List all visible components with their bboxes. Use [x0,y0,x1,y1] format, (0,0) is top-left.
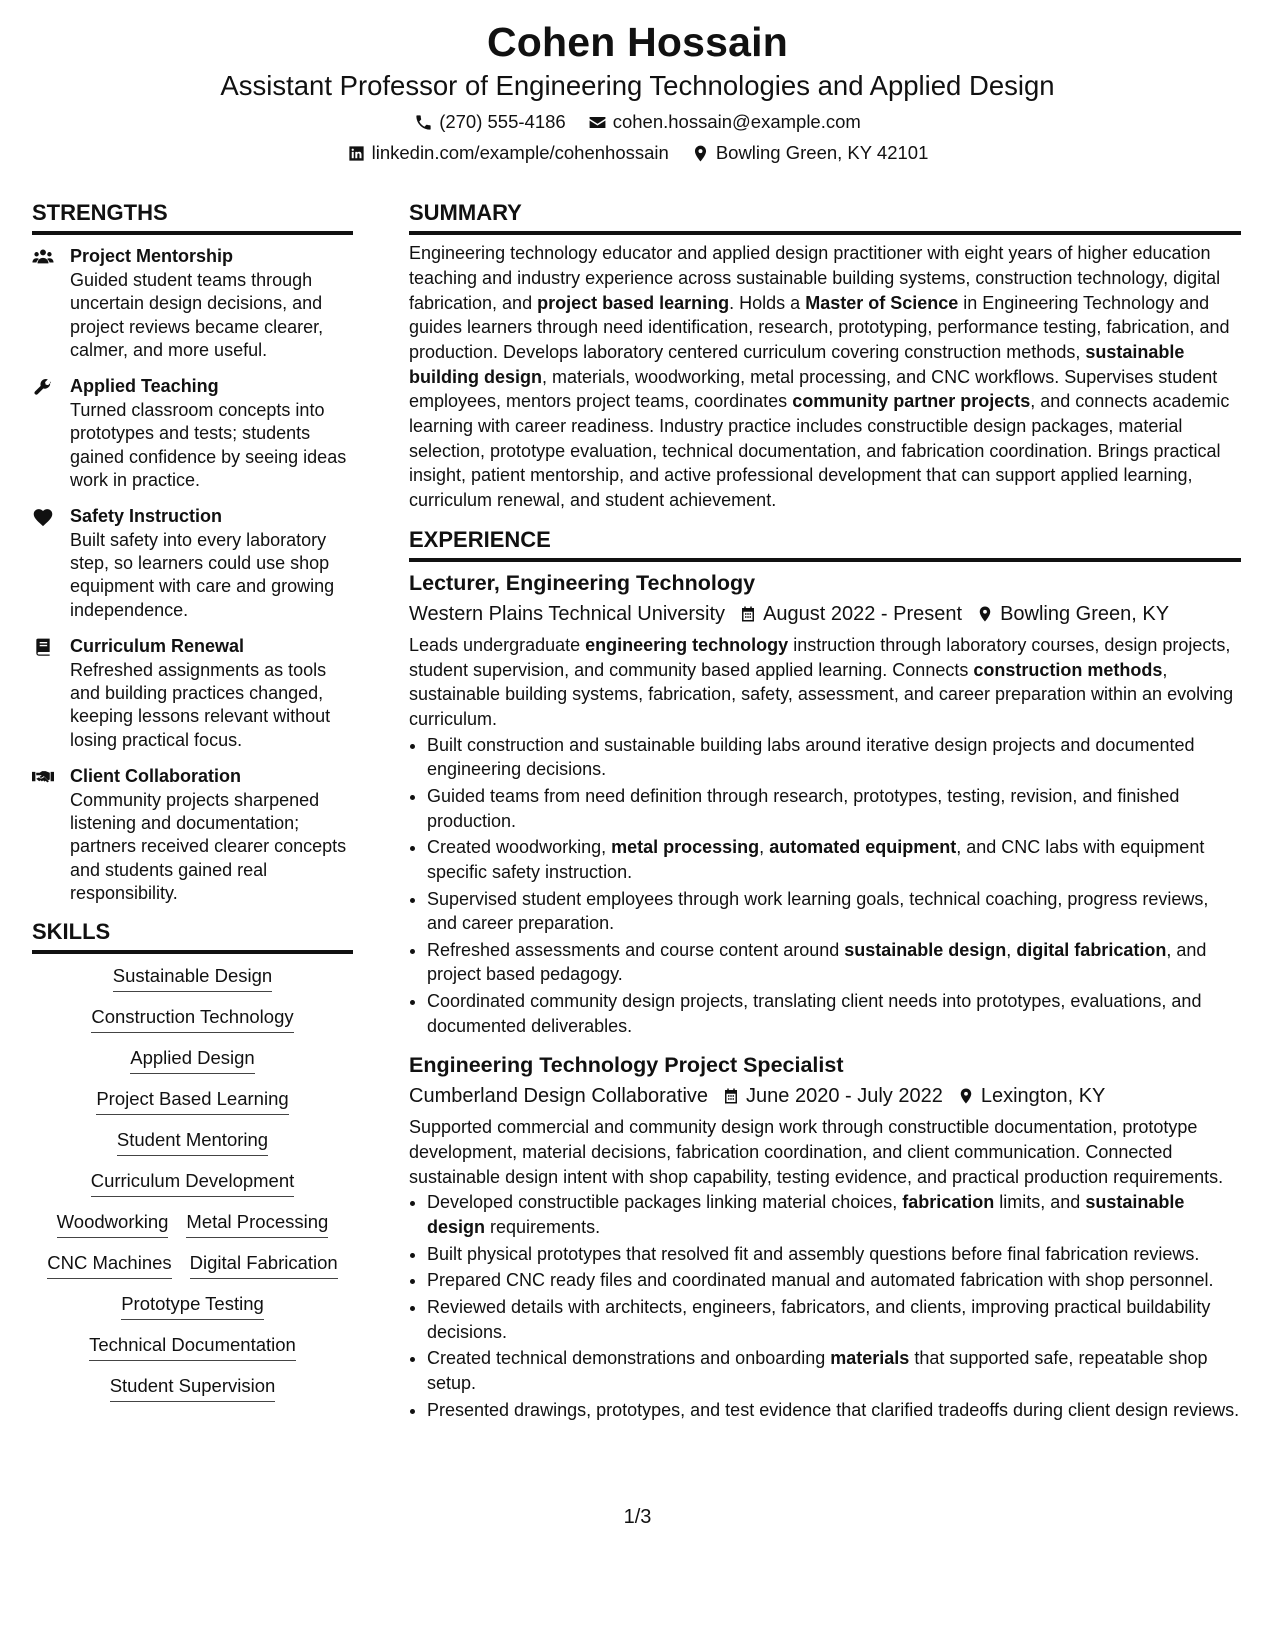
right-column [409,200,1241,1424]
page-number: 1/3 [623,1506,652,1528]
text-run: , [759,837,770,858]
bold-text: fabrication [902,1192,995,1213]
bold-text: engineering technology [585,634,789,655]
text-run: Built construction and sustainable building labs around iterative design projects and documented engineering decisions. [427,734,1195,780]
location-text: Bowling Green, KY 42101 [715,142,929,164]
bullet-item [427,989,1241,1038]
job-bullets [409,733,1241,1039]
text-run: Coordinated community design projects, translating client needs into prototypes, evaluations, and documented deliverables. [427,991,1202,1036]
bold-text: project based learning [537,292,730,313]
text-run: , and connects academic learning with career readiness. Industry practice includes constructible design packages, material selection, prototype evaluation, technical documentation, and fabrication coordination. Brings practical insight, patient mentorship, and active professional development that can support applied learning, curriculum renewal, and student achievement. [409,391,1230,510]
skill-row [32,1292,353,1320]
skill-row [32,1005,353,1033]
text-run: , and project based pedagogy. [427,939,1207,985]
skill-row [32,1333,353,1361]
skill-tag: Digital Fabrication [190,1251,338,1279]
bullet-item [427,784,1241,833]
bold-text: Master of Science [805,292,959,313]
job-entry [409,1052,1241,1422]
strength-description: Refreshed assignments as tools and building practices changed, keeping lessons relevant without losing practical focus. [70,659,331,750]
text-run: that supported safe, repeatable shop setup. [427,1348,1208,1393]
skill-tag: Technical Documentation [89,1333,296,1361]
bold-text: sustainable design [427,1192,1185,1237]
email-contact[interactable] [588,111,861,133]
text-run: Engineering technology educator and applied design practitioner with eight years of higher education teaching and industry experience across sustainable building systems, construction technology, digital fabrication, and [409,243,1221,313]
phone-icon [414,113,433,132]
wrench-icon [32,375,70,492]
bold-text: construction methods [973,659,1163,680]
strength-body [70,635,353,752]
strength-body [70,505,353,622]
envelope-icon [588,113,607,132]
skill-tag: Construction Technology [91,1005,293,1033]
text-run: . Holds a [729,292,806,313]
text-run: , and CNC labs with equipment specific safety instruction. [427,837,1205,882]
location-contact [691,142,929,164]
experience-heading: EXPERIENCE [409,527,1241,562]
bullet-item [427,835,1241,884]
experience-list [409,570,1241,1422]
map-pin-icon [691,144,710,163]
strength-item [32,635,353,752]
bullet-item [427,1398,1241,1423]
left-column [32,200,353,1415]
map-pin-icon [976,605,994,623]
strength-title: Project Mentorship [70,246,234,267]
heart-icon [32,505,70,622]
strength-body [70,245,353,362]
bold-text: materials [830,1348,910,1369]
text-run: Reviewed details with architects, engineers, fabricators, and clients, improving practical buildability decisions. [427,1296,1211,1342]
job-organization: Western Plains Technical University [409,602,726,625]
job-description [409,1115,1241,1189]
contact-info [0,111,1275,164]
bold-text: metal processing [611,837,760,858]
book-icon [32,635,70,752]
job-dates [739,601,962,627]
candidate-name: Cohen Hossain [486,19,789,65]
text-run: Prepared CNC ready files and coordinated manual and automated fabrication with shop personnel. [427,1270,1214,1291]
calendar-icon [739,605,757,623]
bullet-item [427,938,1241,987]
strength-item [32,375,353,492]
text-run: Created woodworking, [427,837,612,858]
skill-tag: Metal Processing [186,1210,328,1238]
skill-row [32,1374,353,1402]
text-run: in Engineering Technology and guides learners through need identification, research, prototyping, performance testing, fabrication, and production. Develops laboratory centered curriculum covering construction methods, [409,292,1230,363]
job-title: Lecturer, Engineering Technology [409,571,756,595]
text-run: , [1006,939,1017,960]
skill-tag: Woodworking [57,1210,169,1238]
text-run: Supervised student employees through work learning goals, technical coaching, progress reviews, and career preparation. [427,888,1209,934]
skill-tag: Curriculum Development [91,1169,295,1197]
phone-number: (270) 555-4186 [439,111,566,133]
skill-row [32,1251,353,1279]
bullet-item [427,1190,1241,1239]
handshake-icon [32,765,70,905]
text-run: limits, and [994,1192,1086,1213]
map-pin-icon [957,1087,975,1105]
text-run: instruction through laboratory courses, design projects, student supervision, and community based applied learning. Connects [409,634,1231,680]
skill-tag: Prototype Testing [121,1292,264,1320]
bold-text: sustainable design [844,939,1007,960]
job-dates-text: August 2022 - Present [763,602,963,625]
job-dates [722,1083,943,1109]
linkedin-icon [347,144,366,163]
job-organization: Cumberland Design Collaborative [409,1085,709,1108]
skill-row [32,1046,353,1074]
strength-body [70,765,353,905]
text-run: Developed constructible packages linking material choices, [427,1192,903,1213]
job-entry [409,570,1241,1038]
strength-description: Community projects sharpened listening and documentation; partners received clearer concepts and students gained real responsibility. [70,789,347,904]
linkedin-url[interactable]: linkedin.com/example/cohenhossain [371,142,669,164]
skill-tag: Student Mentoring [117,1128,268,1156]
job-location-text: Lexington, KY [980,1085,1106,1108]
text-run: Supported commercial and community design work through constructible documentation, prototype development, material decisions, fabrication coordination, and client communication. Connected sustainable design intent with shop capability, testing evidence, and practical production requirements. [409,1117,1224,1187]
job-meta [409,601,1241,627]
strength-title: Client Collaboration [70,766,241,787]
skill-tag: Student Supervision [110,1374,276,1402]
resume-header [0,18,1275,165]
strengths-heading: STRENGTHS [32,200,353,235]
bold-text: sustainable building design [409,342,1185,387]
summary-heading: SUMMARY [409,200,1241,235]
text-run: Built physical prototypes that resolved fit and assembly questions before final fabrication reviews. [427,1243,1200,1264]
bullet-item [427,1346,1241,1395]
skill-row [32,1087,353,1115]
skill-tag: CNC Machines [47,1251,171,1279]
job-location [976,601,1169,627]
strengths-list [32,245,353,905]
strength-item [32,505,353,622]
strength-description: Built safety into every laboratory step, so learners could use shop equipment with care and growing independence. [70,529,335,620]
strength-description: Guided student teams through uncertain design decisions, and project reviews became clearer, calmer, and more useful. [70,269,324,360]
bold-text: community partner projects [792,391,1031,412]
text-run: , materials, woodworking, metal processing, and CNC workflows. Supervises student employees, mentors project teams, coordinates [409,366,1218,412]
job-description [409,633,1241,732]
summary-text [409,241,1241,512]
strength-title: Safety Instruction [70,506,223,527]
bullet-item [427,1242,1241,1267]
skills-heading: SKILLS [32,919,353,954]
text-run: , sustainable building systems, fabrication, safety, assessment, and career preparation within an evolving curriculum. [409,659,1234,729]
bold-text: automated equipment [769,837,957,858]
text-run: Created technical demonstrations and onboarding [427,1348,831,1369]
bullet-item [427,1295,1241,1344]
text-run: Leads undergraduate [409,634,586,655]
skill-row [32,1128,353,1156]
skill-tag: Sustainable Design [113,964,272,992]
skill-row [32,1210,353,1238]
skill-tag: Applied Design [130,1046,254,1074]
candidate-title: Assistant Professor of Engineering Technologies and Applied Design [220,70,1055,102]
text-run: Presented drawings, prototypes, and test evidence that clarified tradeoffs during client design reviews. [427,1399,1240,1420]
calendar-icon [722,1087,740,1105]
strength-item [32,245,353,362]
job-meta [409,1083,1241,1109]
text-run: Refreshed assessments and course content around [427,939,845,960]
bullet-item [427,733,1241,782]
skill-row [32,964,353,992]
users-icon [32,245,70,362]
email-address[interactable]: cohen.hossain@example.com [612,111,861,133]
text-run: Guided teams from need definition through research, prototypes, testing, revision, and finished production. [427,785,1180,831]
text-run: requirements. [485,1217,601,1237]
job-title: Engineering Technology Project Specialist [409,1053,844,1078]
strength-description: Turned classroom concepts into prototypes and tests; students gained confidence by seeing ideas work in practice. [70,399,347,490]
job-location-text: Bowling Green, KY [1000,602,1170,625]
job-location [957,1083,1106,1109]
skill-row [32,1169,353,1197]
skills-list [32,964,353,1403]
bullet-item [427,1268,1241,1293]
job-bullets [409,1190,1241,1422]
strength-title: Applied Teaching [70,376,219,397]
skill-tag: Project Based Learning [96,1087,288,1115]
bullet-item [427,887,1241,936]
strength-item [32,765,353,905]
linkedin-contact[interactable] [347,142,669,164]
strength-body [70,375,353,492]
job-dates-text: June 2020 - July 2022 [746,1085,943,1108]
strength-title: Curriculum Renewal [70,636,245,657]
phone-contact [414,111,566,133]
bold-text: digital fabrication [1016,939,1167,960]
